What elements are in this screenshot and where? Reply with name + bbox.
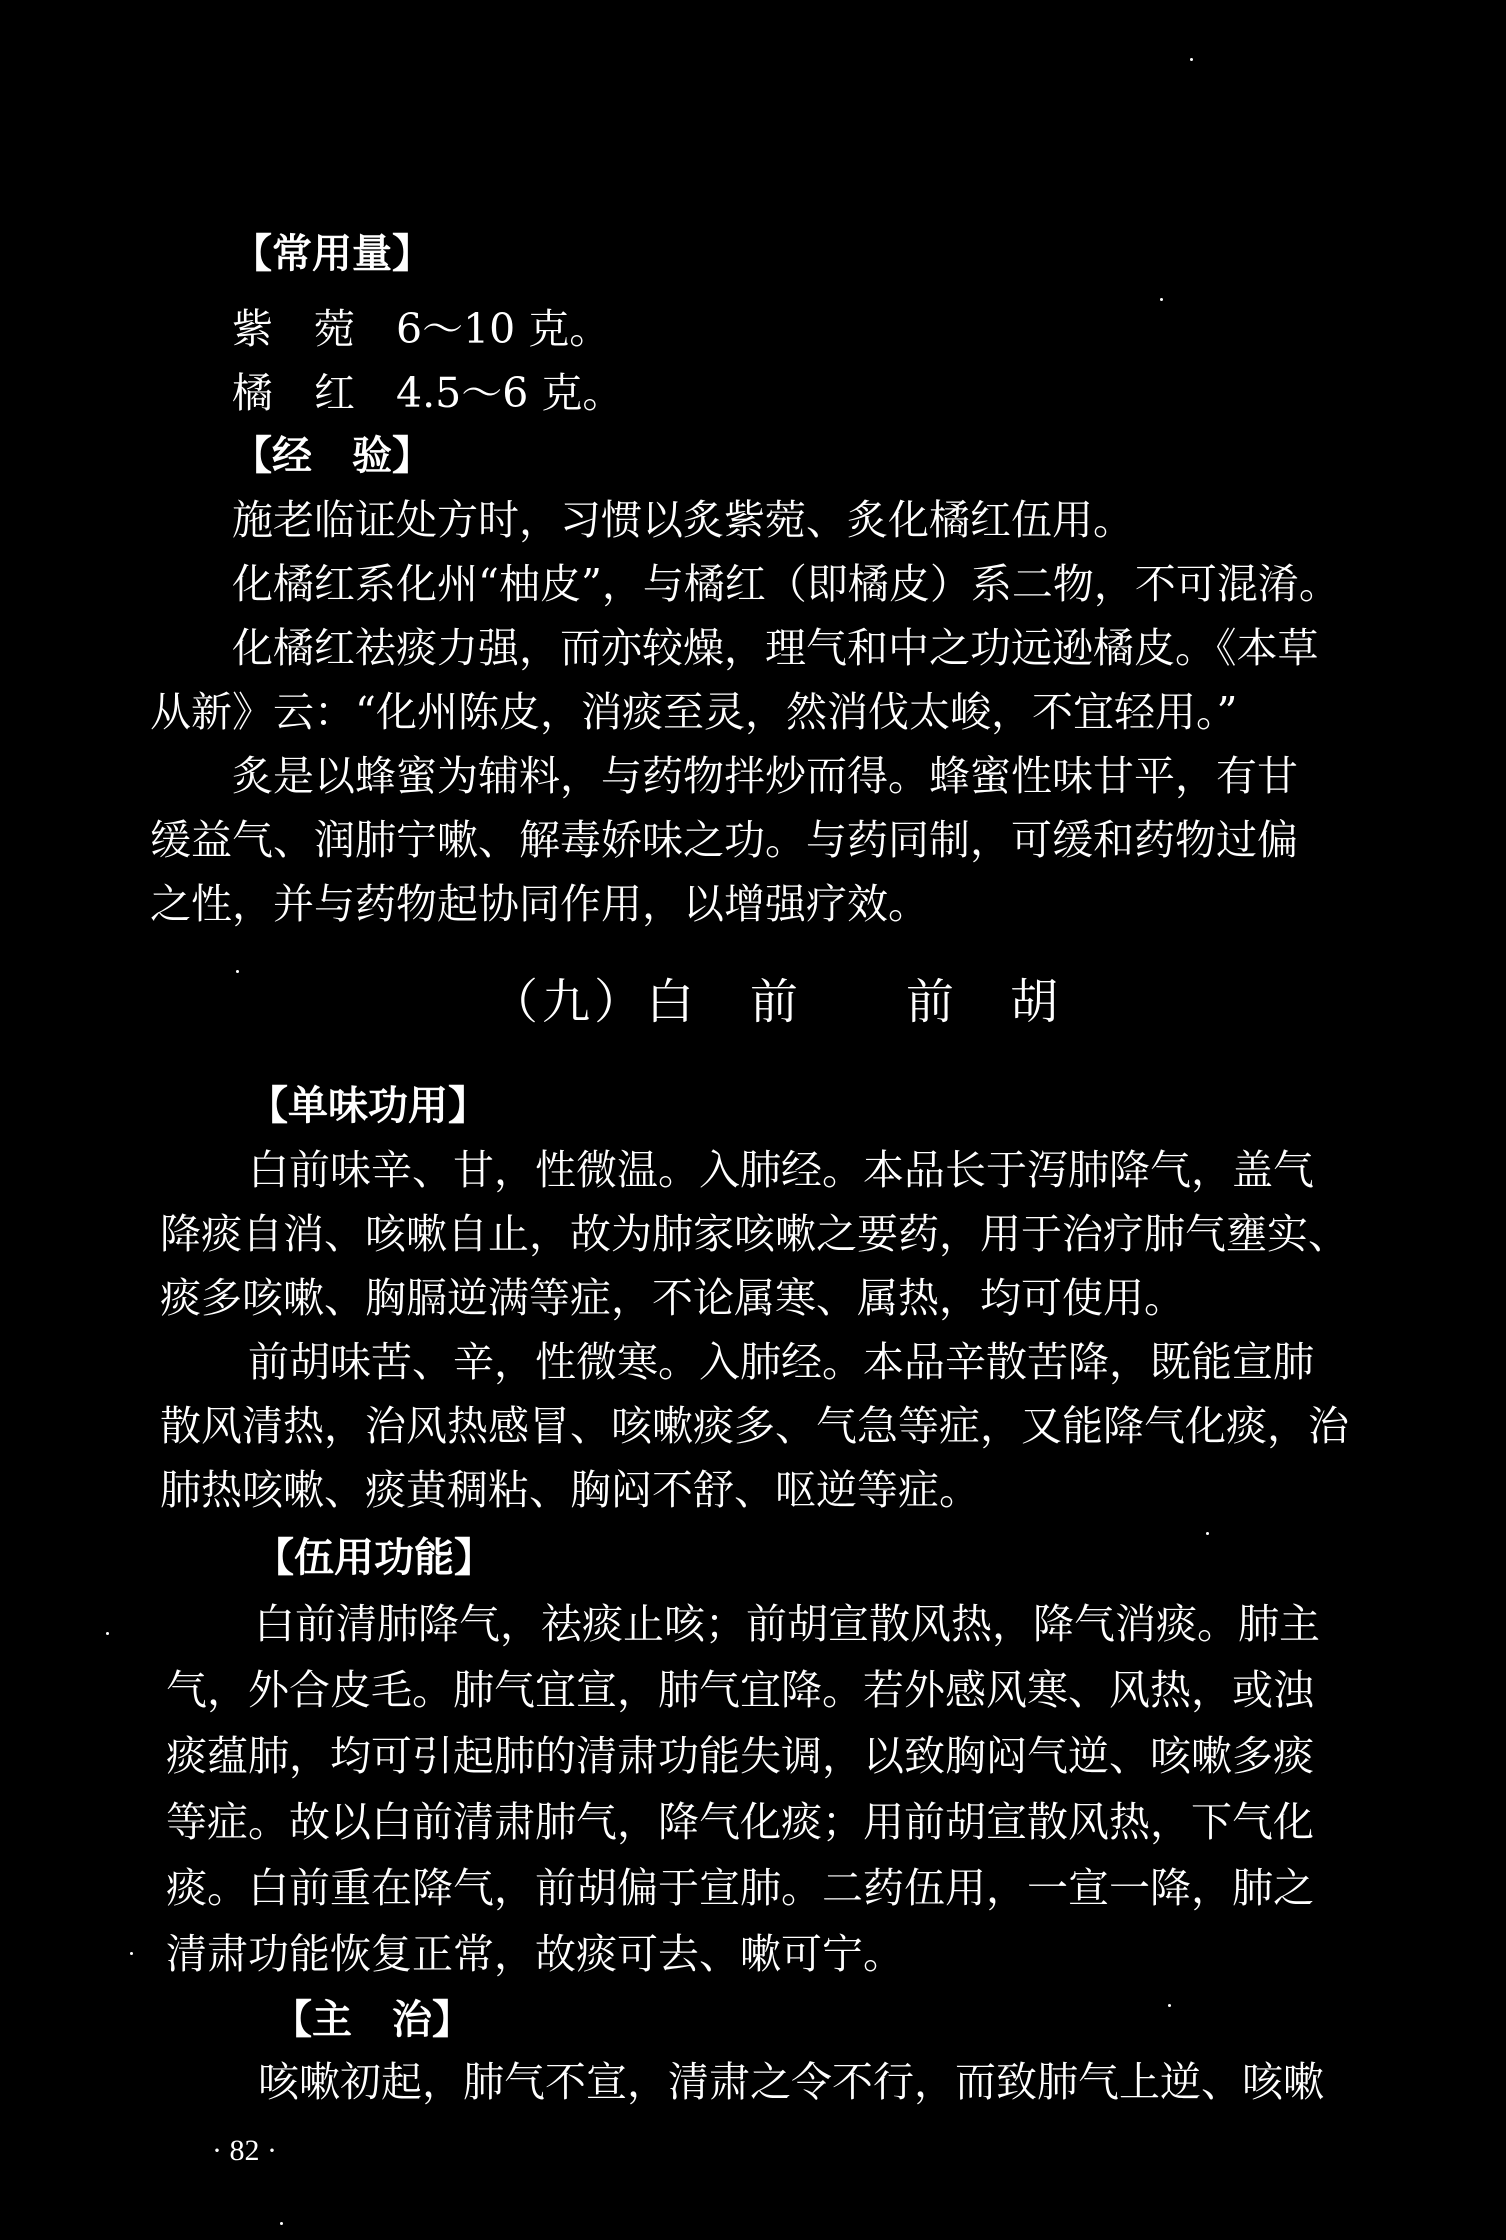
section-heading-single-function: 【单味功用】: [248, 1083, 488, 1129]
paragraph-line: 散风清热，治风热感冒、咳嗽痰多、气急等症，又能降气化痰，治: [160, 1402, 1349, 1450]
paragraph-line: 降痰自消、咳嗽自止，故为肺家咳嗽之要药，用于治疗肺气壅实、: [160, 1210, 1349, 1258]
scan-speck: [1206, 1532, 1209, 1535]
section-heading-experience: 【经 验】: [232, 433, 432, 479]
paragraph-line: 痰多咳嗽、胸膈逆满等症，不论属寒、属热，均可使用。: [160, 1274, 1185, 1322]
scan-speck: [1160, 298, 1163, 301]
paragraph-line: 之性，并与药物起协同作用，以增强疗效。: [150, 880, 929, 928]
section-heading-indications: 【主 治】: [272, 1997, 472, 2043]
paragraph-line: 等症。故以白前清肃肺气，降气化痰；用前胡宣散风热，下气化: [166, 1798, 1314, 1846]
page-number: · 82 ·: [212, 2134, 277, 2167]
scan-speck: [130, 1952, 133, 1955]
paragraph-line: 咳嗽初起，肺气不宣，清肃之令不行，而致肺气上逆、咳嗽: [258, 2058, 1324, 2106]
paragraph-line: 缓益气、润肺宁嗽、解毒娇味之功。与药同制，可缓和药物过偏: [150, 816, 1298, 864]
paragraph-line: 前胡味苦、辛，性微寒。入肺经。本品辛散苦降，既能宣肺: [248, 1338, 1314, 1386]
paragraph-line: 清肃功能恢复正常，故痰可去、嗽可宁。: [166, 1930, 904, 1978]
paragraph-line: 施老临证处方时，习惯以炙紫菀、炙化橘红伍用。: [232, 496, 1134, 544]
scan-speck: [280, 2222, 283, 2225]
scan-speck: [1168, 2004, 1171, 2007]
scan-speck: [106, 1632, 109, 1635]
paragraph-line: 炙是以蜂蜜为辅料，与药物拌炒而得。蜂蜜性味甘平，有甘: [232, 752, 1298, 800]
dosage-line-juhong: 橘 红 4.5～6 克。: [232, 369, 624, 417]
paragraph-line: 从新》云：“化州陈皮，消痰至灵，然消伐太峻，不宜轻用。”: [150, 688, 1238, 736]
section-heading-combined-function: 【伍用功能】: [254, 1535, 494, 1581]
paragraph-line: 肺热咳嗽、痰黄稠粘、胸闷不舒、呕逆等症。: [160, 1466, 980, 1514]
scan-speck: [1190, 58, 1193, 61]
paragraph-line: 白前清肺降气，祛痰止咳；前胡宣散风热，降气消痰。肺主: [254, 1600, 1320, 1648]
paragraph-line: 化橘红祛痰力强，而亦较燥，理气和中之功远逊橘皮。《本草: [232, 624, 1319, 672]
section-heading-dosage: 【常用量】: [232, 231, 432, 277]
scan-speck: [236, 970, 239, 973]
paragraph-line: 痰。白前重在降气，前胡偏于宣肺。二药伍用，一宣一降，肺之: [166, 1864, 1314, 1912]
paragraph-line: 化橘红系化州“柚皮”，与橘红（即橘皮）系二物，不可混淆。: [232, 560, 1340, 608]
dosage-line-ziwan: 紫 菀 6～10 克。: [232, 305, 611, 353]
paragraph-line: 痰蕴肺，均可引起肺的清肃功能失调，以致胸闷气逆、咳嗽多痰: [166, 1732, 1314, 1780]
paragraph-line: 白前味辛、甘，性微温。入肺经。本品长于泻肺降气，盖气: [248, 1146, 1314, 1194]
chapter-title: （九）白 前 前 胡: [490, 974, 1063, 1030]
paragraph-line: 气，外合皮毛。肺气宜宣，肺气宜降。若外感风寒、风热，或浊: [166, 1666, 1314, 1714]
